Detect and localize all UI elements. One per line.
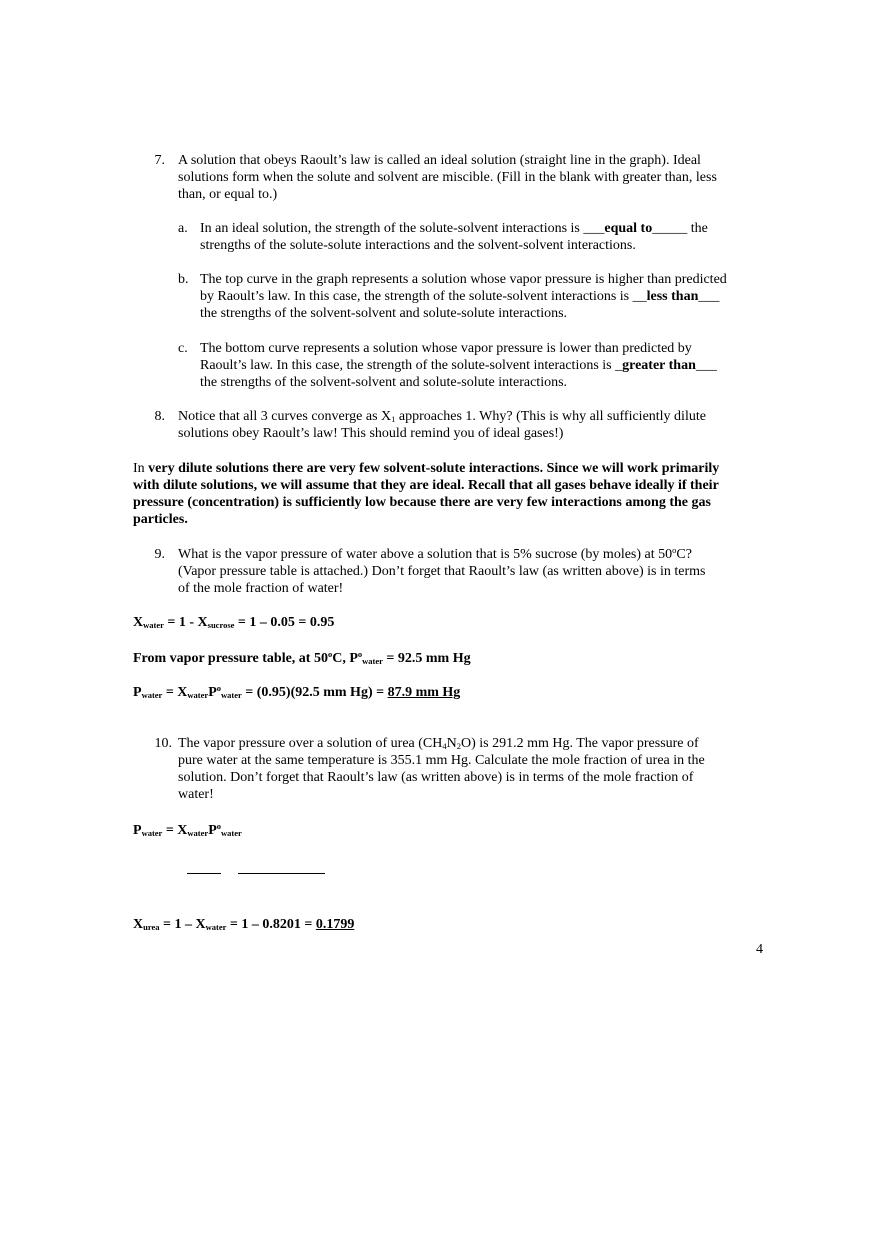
q7b-line3: the strengths of the solvent-solvent and solute-solute interactions.	[200, 306, 568, 321]
q7c-line1: The bottom curve represents a solution whose vapor pressure is lower than predicted by	[200, 341, 692, 356]
q7-line1: A solution that obeys Raoult’s law is called an ideal solution (straight line in the graph). Ideal	[178, 153, 701, 168]
q7a-line1: In an ideal solution, the strength of the solute-solvent interactions is ___equal to_____ the	[200, 221, 708, 236]
q8-line2: solutions obey Raoult’s law! This should remind you of ideal gases!)	[178, 426, 564, 441]
q7a-letter: a.	[178, 221, 188, 236]
q9-equation-table: From vapor pressure table, at 50$^o$C, $P^o_{water} = 92.5$ mm Hg	[133, 649, 471, 666]
q8-number: 8.	[154, 409, 165, 424]
q10-line2: pure water at the same temperature is 355.1 mm Hg. Calculate the mole fraction of urea in the	[178, 753, 705, 768]
q10-line3: solution. Don’t forget that Raoult’s law (as written above) is in terms of the mole fraction of	[178, 770, 694, 785]
q10-number: 10.	[154, 736, 172, 751]
q9-answer: 87.9 mm Hg	[387, 685, 461, 700]
q7c-line2: Raoult’s law. In this case, the strength of the solute-solvent interactions is _greater than___	[200, 358, 717, 373]
fraction-line-short	[187, 873, 221, 874]
q9-number: 9.	[154, 547, 165, 562]
q7b-line1: The top curve in the graph represents a solution whose vapor pressure is higher than predicted	[200, 272, 727, 287]
q10-line1: The vapor pressure over a solution of urea $(CH_4N_2O)$ is 291.2 mm Hg. The vapor pressure of	[178, 736, 699, 751]
q10-equation-raoult: $P_{water} = X_{water}P^o_{water}$	[133, 821, 242, 838]
q10-equation-urea: $X_{urea} = 1 - X_{water} = 1 - 0.8201 = 0.1799$	[133, 917, 355, 932]
q10-line4: water!	[178, 787, 214, 802]
q7b-letter: b.	[178, 272, 189, 287]
q9-line3: of the mole fraction of water!	[178, 581, 344, 596]
q7-line2: solutions form when the solute and solvent are miscible. (Fill in the blank with greater than, less	[178, 170, 717, 185]
q7c-line3: the strengths of the solvent-solvent and solute-solute interactions.	[200, 375, 568, 390]
q7c-answer: greater than	[622, 358, 696, 373]
q9-line1: What is the vapor pressure of water above a solution that is 5% sucrose (by moles) at 50$^o$C?	[178, 545, 692, 562]
q7a-answer: equal to	[604, 221, 653, 236]
q7-number: 7.	[154, 153, 165, 168]
q8-line1: Notice that all 3 curves converge as $X_1$ approaches 1. Why? (This is why all sufficiently dilute	[178, 409, 706, 424]
q7c-letter: c.	[178, 341, 188, 356]
answer8-line1: In very dilute solutions there are very few solvent-solute interactions. Since we will work primarily	[133, 461, 720, 476]
q9-line2: (Vapor pressure table is attached.) Don’t forget that Raoult’s law (as written above) is in terms	[178, 564, 706, 579]
q10-answer: 0.1799	[315, 917, 355, 932]
q7b-answer: less than	[646, 289, 699, 304]
answer8-line3: pressure (concentration) is sufficiently low because there are very few interactions among the gas	[133, 495, 711, 510]
q7a-line2: strengths of the solute-solute interactions and the solvent-solvent interactions.	[200, 238, 636, 253]
q9-equation-mole-fraction: $X_{water} = 1 - X_{sucrose} = 1 - 0.05 = 0.95$	[133, 615, 335, 630]
answer8-line4: particles.	[133, 512, 188, 527]
page-number: 4	[756, 942, 763, 957]
q7-line3: than, or equal to.)	[178, 187, 278, 202]
fraction-line-long	[238, 873, 325, 874]
answer8-line2: with dilute solutions, we will assume that they are ideal. Recall that all gases behave ideally if their	[133, 478, 719, 493]
q9-equation-raoult: $P_{water} = X_{water}P^o_{water} = (0.95)(92.5$ mm Hg) = 87.9 mm Hg	[133, 683, 461, 700]
q7b-line2: by Raoult’s law. In this case, the strength of the solute-solvent interactions is __less than___	[200, 289, 720, 304]
